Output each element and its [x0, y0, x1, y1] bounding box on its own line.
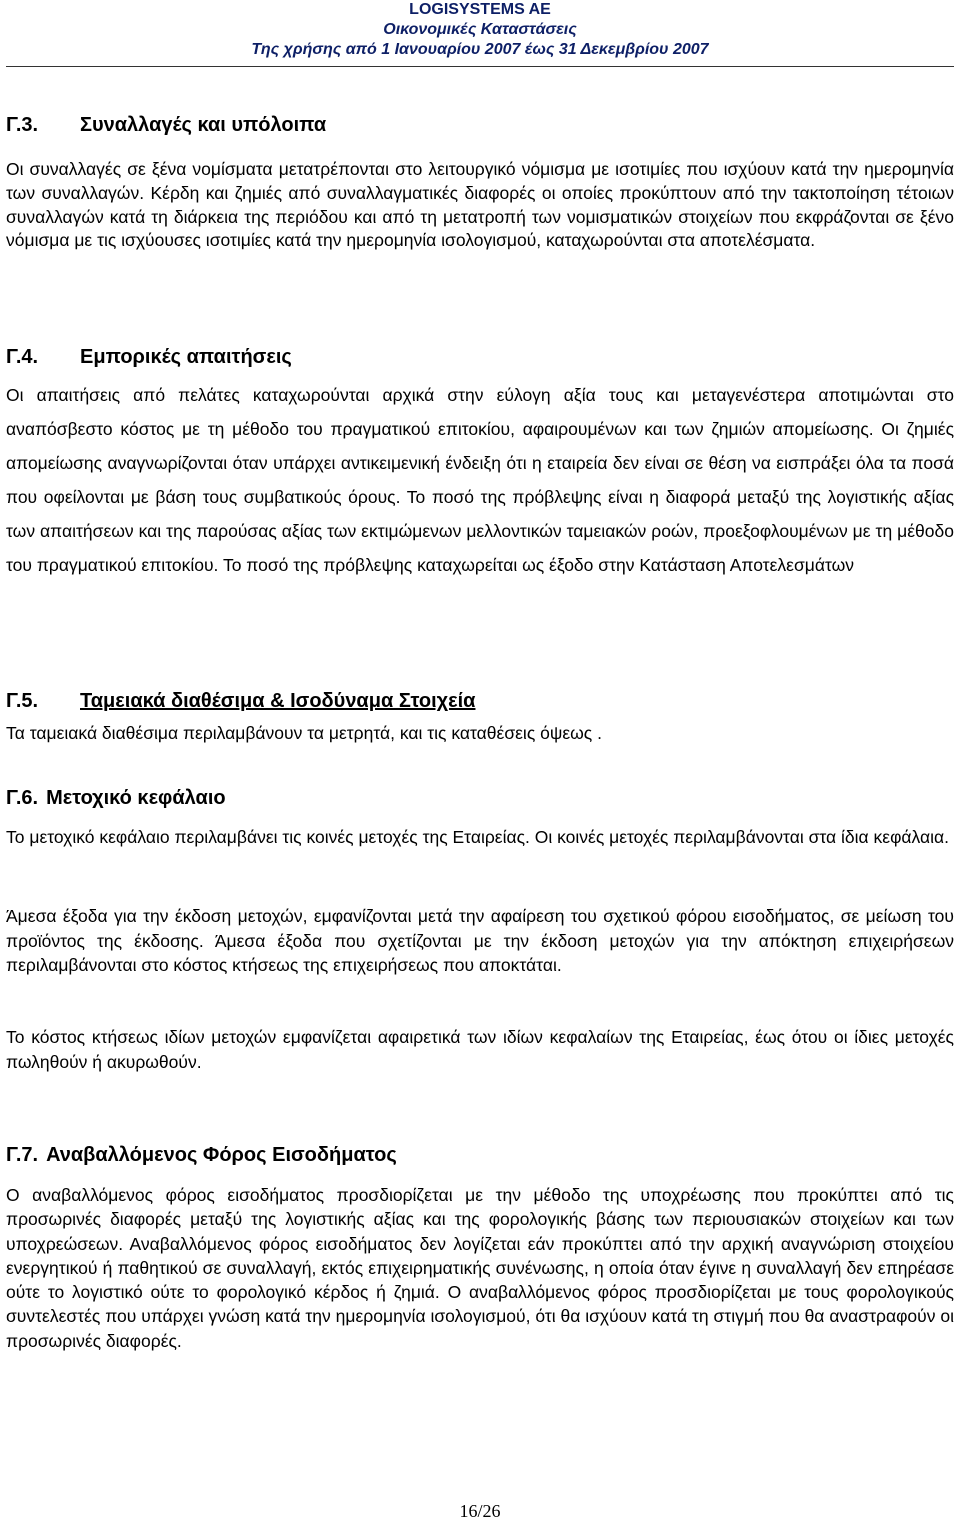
document-period: Της χρήσης από 1 Ιανουαρίου 2007 έως 31 Δεκεμβρίου 2007: [251, 41, 709, 58]
section-title: Αναβαλλόμενος Φόρος Εισοδήματος: [46, 1144, 397, 1166]
section-title: Συναλλαγές και υπόλοιπα: [80, 114, 327, 136]
page-header: [0, 0, 960, 60]
section-title: Εμπορικές απαιτήσεις: [80, 346, 292, 368]
section-g4-heading: [6, 344, 954, 370]
section-title: Μετοχικό κεφάλαιο: [46, 787, 226, 809]
section-number: Γ.3.: [6, 114, 39, 136]
section-number: Γ.7.: [6, 1144, 39, 1166]
section-g6-paragraph-3: Το κόστος κτήσεως ιδίων μετοχών εμφανίζεται αφαιρετικά των ιδίων κεφαλαίων της Εταιρείας, έως ότου οι ίδιες μετοχές πωληθούν ή ακυρωθούν.: [6, 1027, 954, 1072]
document-subtitle: Οικονομικές Καταστάσεις: [383, 21, 577, 38]
header-divider: [6, 66, 954, 67]
section-g6-heading: [6, 785, 954, 811]
section-g6-paragraph-1: Το μετοχικό κεφάλαιο περιλαμβάνει τις κοινές μετοχές της Εταιρείας. Οι κοινές μετοχές περιλαμβάνονται στα ίδια κεφάλαια.: [6, 827, 950, 847]
section-g3-heading: [6, 112, 954, 138]
section-g7-paragraph: Ο αναβαλλόμενος φόρος εισοδήματος προσδιορίζεται με την μέθοδο της υποχρέωσης που προκύπτει από τις προσωρινές διαφορές μεταξύ της λογιστικής αξίας και της φορολογικής βάσης των περιουσιακών στοιχείων και των υποχρεώσεων. Αναβαλλόμενος φόρος εισοδήματος δεν λογίζεται εάν προκύπτει από την αρχική αναγνώριση στοιχείου ενεργητικού ή παθητικού σε συναλλαγή, εκτός επιχειρηματικής συνένωσης, η οποία όταν έγινε η συναλλαγή δεν επηρέασε ούτε το λογιστικό ούτε το φορολογικό κέρδος ή ζημιά. Ο αναβαλλόμενος φόρος προσδιορίζεται με τους φορολογικούς συντελεστές που υπάρχει γνώση κατά την ημερομηνία ισολογισμού, ότι θα ισχύουν κατά τη στιγμή που θα αναστραφούν οι προσωρινές διαφορές.: [6, 1185, 954, 1351]
section-g3-paragraph: Οι συναλλαγές σε ξένα νομίσματα μετατρέπονται στο λειτουργικό νόμισμα με ισοτιμίες που ισχύουν κατά την ημερομηνία των συναλλαγών. Κέρδη και ζημιές από συναλλαγματικές διαφορές οι οποίες προκύπτουν από την τακτοποίηση τέτοιων συναλλαγών κατά τη διάρκεια της περιόδου και από τη μετατροπή των νομισματικών στοιχείων που εκφράζονται σε ξένο νόμισμα με τις ισχύουσες ισοτιμίες κατά την ημερομηνία ισολογισμού, καταχωρούνται στα αποτελέσματα.: [6, 159, 954, 251]
section-g5-heading: [6, 688, 954, 714]
section-number: Γ.4.: [6, 346, 39, 368]
section-number: Γ.5.: [6, 690, 39, 712]
section-g4-paragraph: Οι απαιτήσεις από πελάτες καταχωρούνται αρχικά στην εύλογη αξία τους και μεταγενέστερα αποτιμώνται στο αναπόσβεστο κόστος με τη μέθοδο του πραγματικού επιτοκίου, αφαιρουμένων και των ζημιών απομείωσης. Οι ζημιές απομείωσης αναγνωρίζονται όταν υπάρχει αντικειμενική ένδειξη ότι η εταιρεία δεν είναι σε θέση να εισπράξει όλα τα ποσά που οφείλονται με βάση τους συμβατικούς όρους. Το ποσό της πρόβλεψης είναι η διαφορά μεταξύ της λογιστικής αξίας των απαιτήσεων και της παρούσας αξίας των εκτιμώμενων μελλοντικών ταμειακών ροών, προεξοφλουμένων με τη μέθοδο του πραγματικού επιτοκίου. Το ποσό της πρόβλεψης καταχωρείται ως έξοδο στην Κατάσταση Αποτελεσμάτων: [6, 385, 954, 575]
page-number: 16/26: [459, 1501, 501, 1521]
company-name: LOGISYSTEMS AE: [409, 1, 551, 18]
section-g7-heading: [6, 1142, 954, 1168]
section-g5-paragraph: Τα ταμειακά διαθέσιμα περιλαμβάνουν τα μετρητά, και τις καταθέσεις όψεως .: [6, 723, 602, 743]
section-number: Γ.6.: [6, 787, 39, 809]
section-title: Ταμειακά διαθέσιμα & Ισοδύναμα Στοιχεία: [80, 690, 476, 712]
section-g6-paragraph-2: Άμεσα έξοδα για την έκδοση μετοχών, εμφανίζονται μετά την αφαίρεση του σχετικού φόρου εισοδήματος, σε μείωση του προϊόντος της έκδοσης. Άμεσα έξοδα που σχετίζονται με την έκδοση μετοχών για την απόκτηση επιχειρήσεων περιλαμβάνονται στο κόστος κτήσεως της επιχειρήσεως που αποκτάται.: [6, 906, 954, 976]
